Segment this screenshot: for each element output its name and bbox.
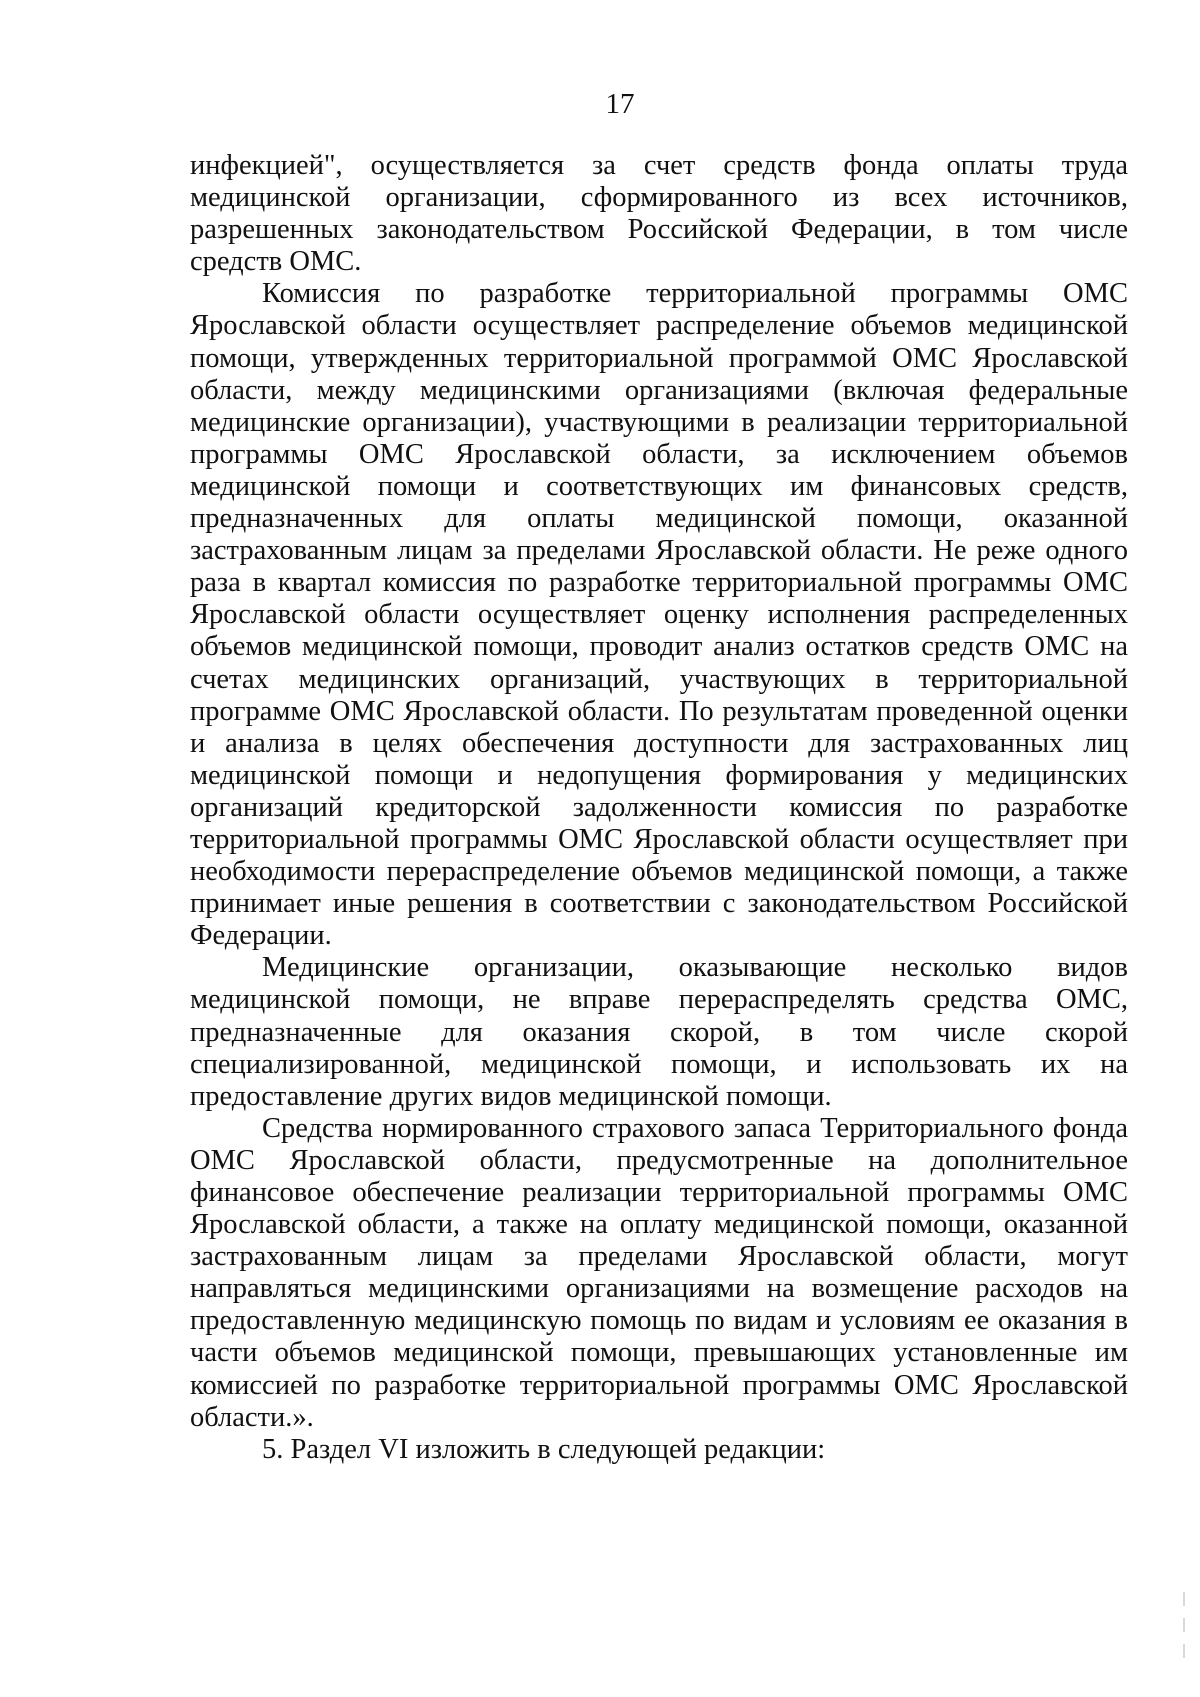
document-body <box>190 150 1128 1466</box>
paragraph-section-amendment: 5. Раздел VI изложить в следующей редакции: <box>262 1433 826 1465</box>
scan-artifact <box>1183 1592 1185 1606</box>
paragraph-insurance-reserve: Средства нормированного страхового запаса Территориального фонда ОМС Ярославской области, предусмотренные на дополнительное финансовое обеспечение реализации территориальной программы ОМС Ярославской области, а также на оплату медицинской помощи, оказанной застрахованным лицам за пределами Ярославской области, могут направляться медицинскими организациями на возмещение расходов на предоставленную медицинскую помощь по видам и условиям ее оказания в части объемов медицинской помощи, превышающих установленные им комиссией по разработке территориальной программы ОМС Ярославской области.». <box>190 1112 1128 1433</box>
scan-artifact <box>1183 1644 1185 1658</box>
paragraph-continuation: инфекцией", осуществляется за счет средств фонда оплаты труда медицинской организации, сформированного из всех источников, разрешенных законодательством Российской Федерации, в том числе средств ОМС. <box>190 150 1128 278</box>
scan-artifact <box>1183 1618 1185 1632</box>
page-number: 17 <box>605 88 635 120</box>
paragraph-commission-distribution: Комиссия по разработке территориальной программы ОМС Ярославской области осуществляет распределение объемов медицинской помощи, утвержденных территориальной программой ОМС Ярославской области, между медицинскими организациями (включая федеральные медицинские организации), участвующими в реализации территориальной программы ОМС Ярославской области, за исключением объемов медицинской помощи и соответствующих им финансовых средств, предназначенных для оплаты медицинской помощи, оказанной застрахованным лицам за пределами Ярославской области. Не реже одного раза в квартал комиссия по разработке территориальной программы ОМС Ярославской области осуществляет оценку исполнения распределенных объемов медицинской помощи, проводит анализ остатков средств ОМС на счетах медицинских организаций, участвующих в территориальной программе ОМС Ярославской области. По результатам проведенной оценки и анализа в целях обеспечения доступности для застрахованных лиц медицинской помощи и недопущения формирования у медицинских организаций кредиторской задолженности комиссия по разработке территориальной программы ОМС Ярославской области осуществляет при необходимости перераспределение объемов медицинской помощи, а также принимает иные решения в соответствии с законодательством Российской Федерации. <box>190 278 1128 952</box>
paragraph-medical-organizations: Медицинские организации, оказывающие несколько видов медицинской помощи, не вправе перераспределять средства ОМС, предназначенные для оказания скорой, в том числе скорой специализированной, медицинской помощи, и использовать их на предоставление других видов медицинской помощи. <box>190 952 1128 1112</box>
